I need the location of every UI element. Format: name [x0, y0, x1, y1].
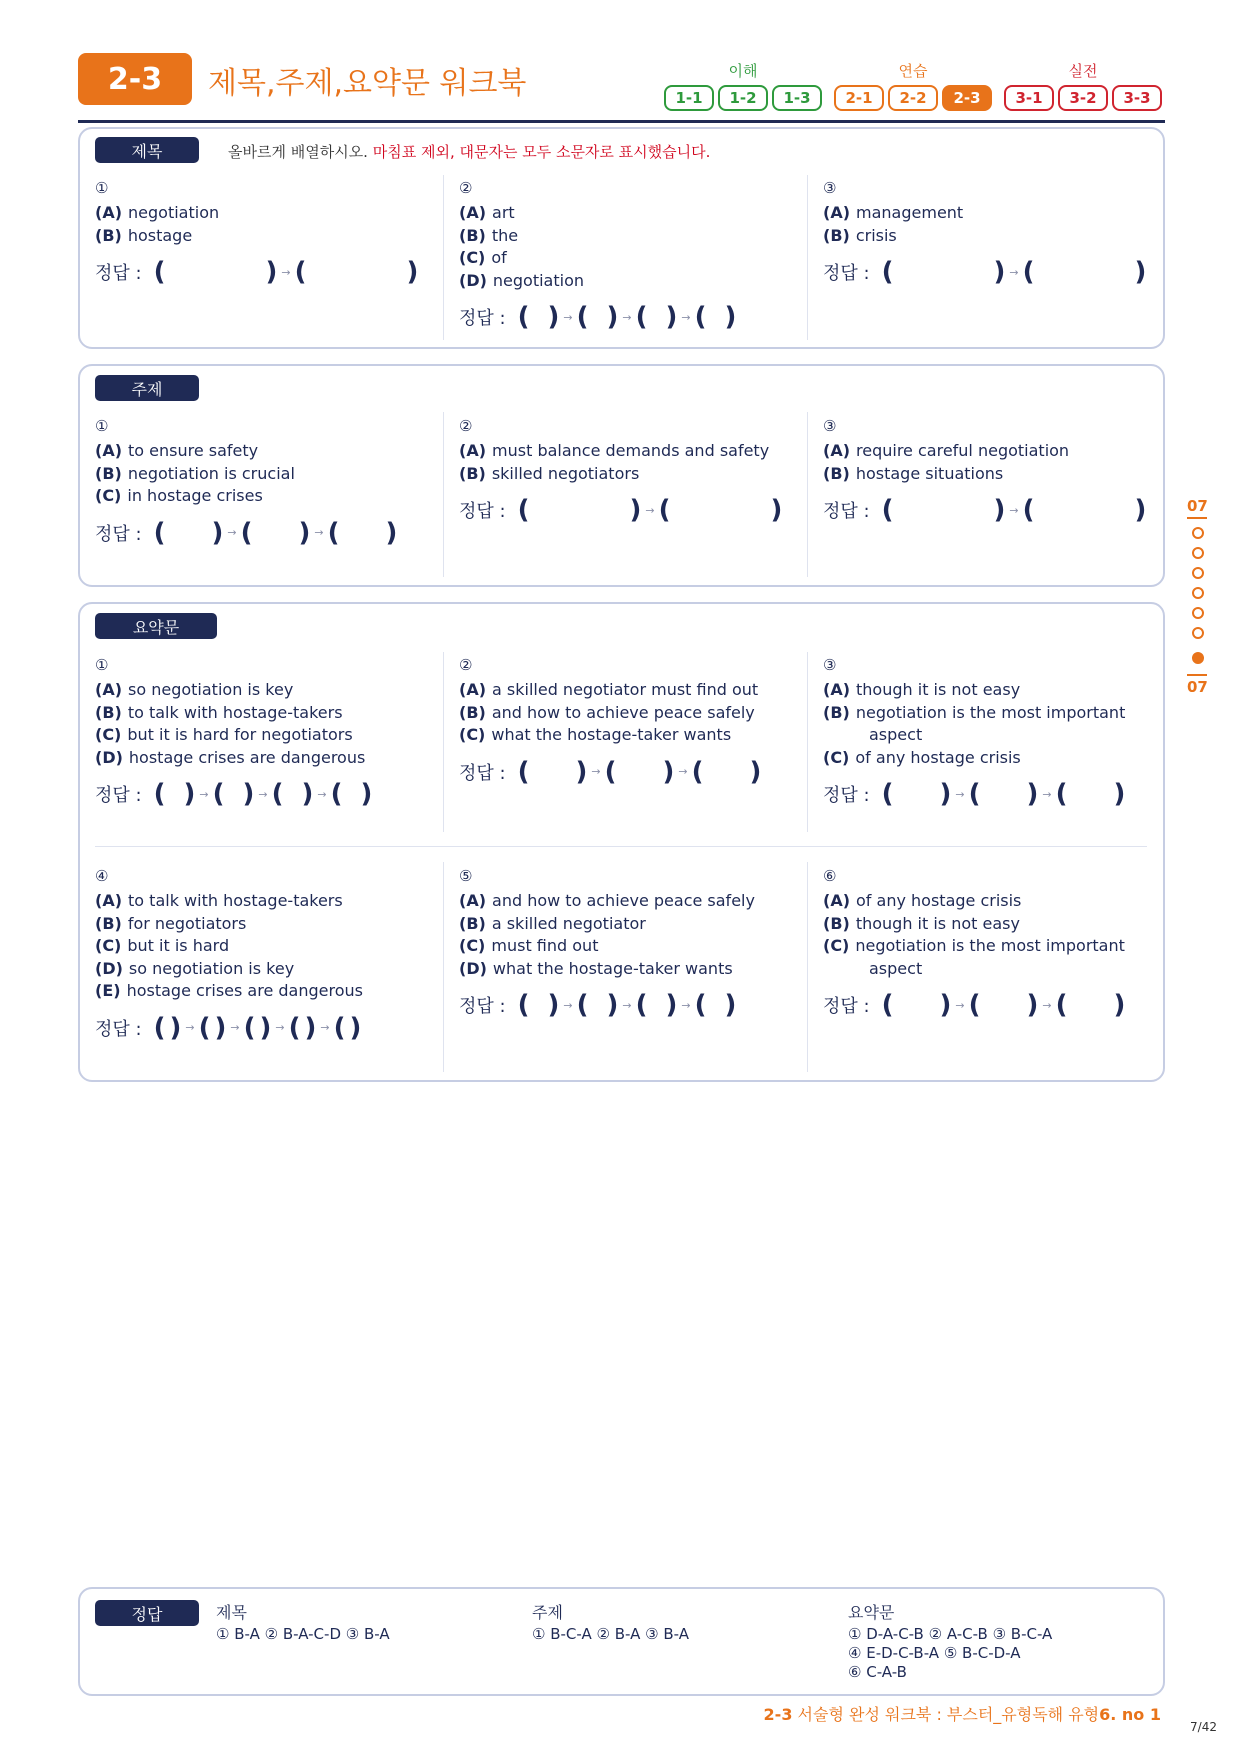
- answer-key-summary-line1: ① D-A-C-B ② A-C-B ③ B-C-A: [848, 1625, 1053, 1643]
- option-item: (B) crisis: [823, 225, 897, 245]
- summary-question-4: [95, 866, 435, 1041]
- option-item-continued: aspect: [869, 958, 923, 978]
- answer-blank[interactable]: 정답 : ( ) → ( ) → ( ) → ( ): [459, 990, 737, 1021]
- option-item: (A) though it is not easy: [823, 680, 1021, 699]
- option-item: (B) though it is not easy: [823, 913, 1020, 933]
- topic-question-1: [95, 416, 425, 546]
- question-number: ③: [823, 179, 837, 197]
- option-item: (C) but it is hard: [95, 936, 230, 956]
- nav-button-2-2[interactable]: 2-2: [888, 85, 938, 111]
- answer-key-summary-line3: ⑥ C-A-B: [848, 1663, 907, 1681]
- summary-question-1: [95, 655, 425, 810]
- footer-book-title: 2-3 서술형 완성 워크북 : 부스터_유형독해 유형6. no 1: [763, 1705, 1161, 1724]
- category-label-understand: 이해: [728, 62, 758, 80]
- option-item: (C) what the hostage-taker wants: [459, 725, 732, 745]
- option-item: (B) hostage: [95, 225, 193, 245]
- option-item: (C) of: [459, 248, 507, 268]
- option-item: (C) negotiation is the most important: [823, 936, 1125, 956]
- option-item: (C) but it is hard for negotiators: [95, 725, 353, 745]
- option-item: (A) negotiation: [95, 203, 220, 222]
- progress-circle: [1192, 567, 1204, 579]
- option-item: (B) hostage situations: [823, 463, 1004, 483]
- title-question-1: [95, 178, 425, 288]
- question-number: ①: [95, 417, 109, 435]
- answer-key-label: 정답: [95, 1600, 199, 1626]
- nav-button-2-3-active[interactable]: 2-3: [942, 85, 992, 111]
- nav-button-2-1[interactable]: 2-1: [834, 85, 884, 111]
- title-question-2: [459, 178, 789, 333]
- progress-circle: [1192, 587, 1204, 599]
- column-divider: [443, 412, 444, 577]
- option-item: (D) so negotiation is key: [95, 958, 295, 978]
- question-number: ④: [95, 867, 109, 885]
- summary-question-3: [823, 655, 1153, 810]
- question-number: ②: [459, 417, 473, 435]
- answer-key-title-text: ① B-A ② B-A-C-D ③ B-A: [216, 1625, 390, 1643]
- option-item: (C) of any hostage crisis: [823, 747, 1021, 767]
- option-item: (A) so negotiation is key: [95, 680, 294, 699]
- question-number: ①: [95, 179, 109, 197]
- category-label-real: 실전: [1068, 62, 1098, 80]
- option-item: (A) to ensure safety: [95, 441, 259, 460]
- answer-key-topic-head: 주제: [532, 1603, 563, 1622]
- option-item: (A) of any hostage crisis: [823, 891, 1022, 910]
- nav-button-1-3[interactable]: 1-3: [772, 85, 822, 111]
- nav-button-3-1[interactable]: 3-1: [1004, 85, 1054, 111]
- answer-blank[interactable]: 정답 : ( ) → ( ) → ( ): [459, 756, 762, 787]
- option-item: (B) negotiation is the most important: [823, 702, 1126, 722]
- summary-question-5: [459, 866, 789, 1021]
- side-tracker-bar: [1187, 674, 1207, 676]
- side-tracker-top-number: 07: [1187, 497, 1208, 515]
- option-item: (B) a skilled negotiator: [459, 913, 646, 933]
- answer-blank[interactable]: 정답 : ( ) → ( ) → ( ): [823, 779, 1126, 810]
- column-divider: [807, 652, 808, 832]
- option-item: (A) a skilled negotiator must find out: [459, 680, 759, 699]
- answer-key-topic-text: ① B-C-A ② B-A ③ B-A: [532, 1625, 689, 1643]
- nav-button-3-3[interactable]: 3-3: [1112, 85, 1162, 111]
- row-divider: [95, 846, 1147, 847]
- column-divider: [807, 175, 808, 340]
- option-item: (A) require careful negotiation: [823, 441, 1070, 460]
- topic-section-label: 주제: [95, 375, 199, 401]
- topic-question-2: [459, 416, 789, 526]
- summary-question-2: [459, 655, 789, 785]
- side-tracker-bottom-number: 07: [1187, 678, 1208, 696]
- answer-blank[interactable]: 정답 : ( ) → ( ) → ( ) → ( ) → ( ): [95, 1012, 362, 1043]
- option-item: (A) and how to achieve peace safely: [459, 891, 755, 910]
- column-divider: [807, 862, 808, 1072]
- answer-blank[interactable]: 정답 : ( ) → ( ): [823, 495, 1147, 526]
- option-item: (B) and how to achieve peace safely: [459, 702, 755, 722]
- instruction-text: [228, 141, 710, 162]
- option-item: (B) for negotiators: [95, 913, 247, 933]
- answer-key-summary-head: 요약문: [848, 1603, 895, 1622]
- page-number: 7/42: [1190, 1720, 1217, 1734]
- page-title: 제목,주제,요약문 워크북: [208, 66, 527, 101]
- answer-key-summary-line2: ④ E-D-C-B-A ⑤ B-C-D-A: [848, 1644, 1021, 1662]
- question-number: ①: [95, 656, 109, 674]
- progress-circle-current: [1192, 652, 1204, 664]
- nav-button-3-2[interactable]: 3-2: [1058, 85, 1108, 111]
- answer-blank[interactable]: 정답 : ( ) → ( ): [459, 495, 783, 526]
- option-item: (B) negotiation is crucial: [95, 463, 295, 483]
- side-tracker-bar: [1187, 517, 1207, 519]
- option-item: (D) what the hostage-taker wants: [459, 958, 733, 978]
- option-item: (D) negotiation: [459, 270, 585, 290]
- option-item: (C) in hostage crises: [95, 486, 263, 506]
- progress-circle: [1192, 527, 1204, 539]
- nav-button-1-1[interactable]: 1-1: [664, 85, 714, 111]
- option-item: (B) the: [459, 225, 519, 245]
- nav-button-1-2[interactable]: 1-2: [718, 85, 768, 111]
- column-divider: [807, 412, 808, 577]
- option-item-continued: aspect: [869, 725, 923, 745]
- progress-circle: [1192, 547, 1204, 559]
- option-item: (E) hostage crises are dangerous: [95, 981, 363, 1001]
- title-question-3: [823, 178, 1153, 288]
- option-item: (A) must balance demands and safety: [459, 441, 770, 460]
- answer-blank[interactable]: 정답 : ( ) → ( ): [823, 257, 1147, 288]
- title-section-label: 제목: [95, 137, 199, 163]
- column-divider: [443, 652, 444, 832]
- question-number: ③: [823, 656, 837, 674]
- category-label-practice: 연습: [898, 62, 928, 80]
- option-item: (A) management: [823, 203, 964, 222]
- answer-key-title-head: 제목: [216, 1603, 247, 1622]
- option-item: (D) hostage crises are dangerous: [95, 747, 366, 767]
- question-number: ②: [459, 656, 473, 674]
- answer-blank[interactable]: 정답 : ( ) → ( ): [95, 257, 419, 288]
- answer-blank[interactable]: 정답 : ( ) → ( ) → ( ) → ( ): [95, 779, 373, 810]
- question-number: ②: [459, 179, 473, 197]
- section-badge: 2-3: [78, 53, 192, 105]
- header-divider: [78, 120, 1165, 123]
- progress-circle: [1192, 627, 1204, 639]
- answer-blank[interactable]: 정답 : ( ) → ( ) → ( ): [95, 517, 398, 548]
- answer-blank[interactable]: 정답 : ( ) → ( ) → ( ): [823, 990, 1126, 1021]
- option-item: (A) to talk with hostage-takers: [95, 891, 343, 910]
- option-item: (A) art: [459, 203, 515, 222]
- column-divider: [443, 175, 444, 340]
- progress-circle: [1192, 607, 1204, 619]
- option-item: (B) skilled negotiators: [459, 463, 640, 483]
- question-number: ⑥: [823, 867, 837, 885]
- question-number: ⑤: [459, 867, 473, 885]
- instruction-red: 마침표 제외, 대문자는 모두 소문자로 표시했습니다.: [367, 143, 711, 161]
- instruction-normal: 올바르게 배열하시오.: [228, 143, 368, 161]
- question-number: ③: [823, 417, 837, 435]
- summary-section-label: 요약문: [95, 613, 217, 639]
- option-item: (C) must find out: [459, 936, 599, 956]
- answer-blank[interactable]: 정답 : ( ) → ( ) → ( ) → ( ): [459, 302, 737, 333]
- topic-question-3: [823, 416, 1153, 526]
- option-item: (B) to talk with hostage-takers: [95, 702, 343, 722]
- column-divider: [443, 862, 444, 1072]
- summary-question-6: [823, 866, 1153, 1021]
